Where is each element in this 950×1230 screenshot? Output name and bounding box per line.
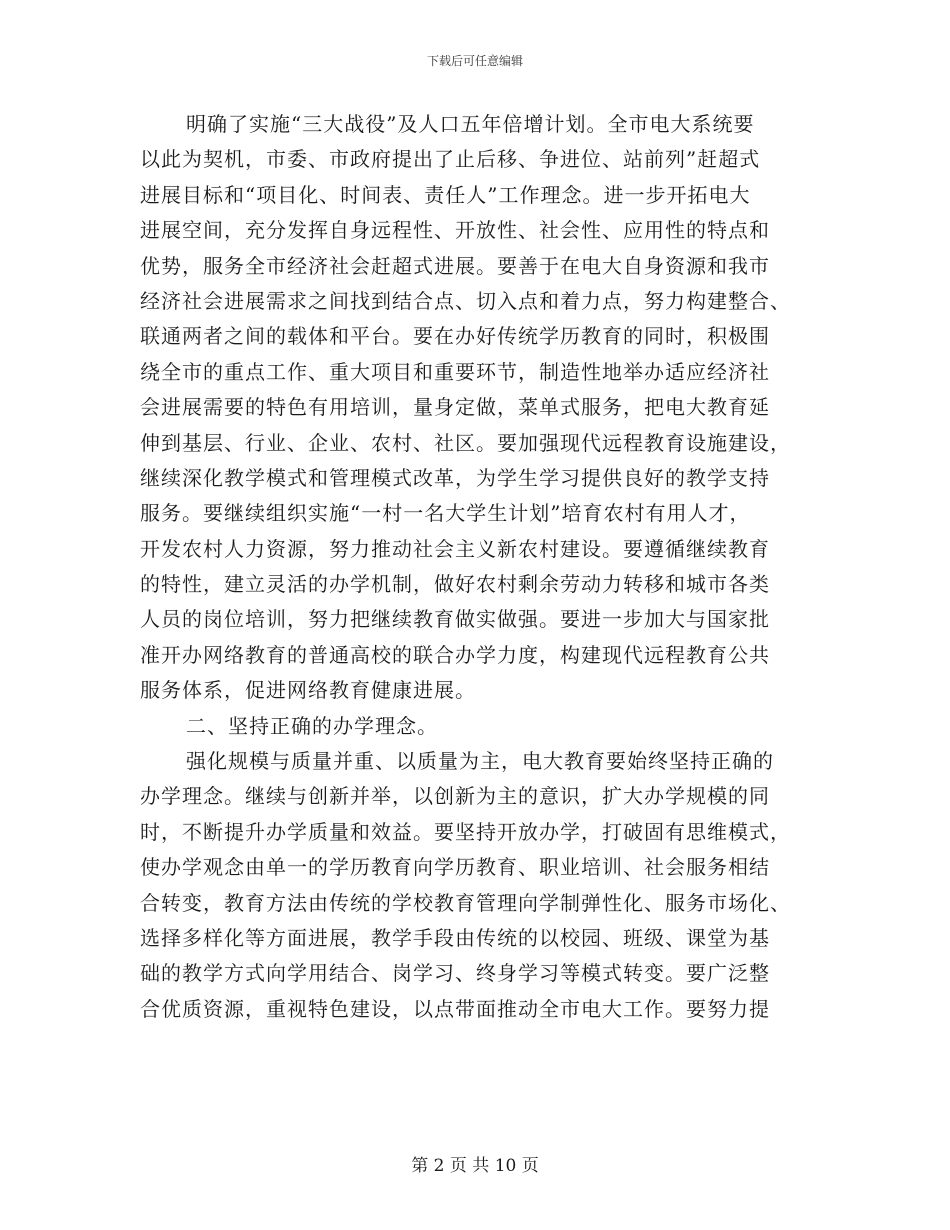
text-line: 进展目标和“项目化、时间表、责任人”工作理念。进一步开拓电大 [140,182,751,207]
text-line: 选择多样化等方面进展，教学手段由传统的以校园、班级、课堂为基 [140,925,770,950]
text-line: 使办学观念由单一的学历教育向学历教育、职业培训、社会服务相结 [140,855,770,880]
document-body [140,107,820,1027]
text-line: 明确了实施“三大战役”及人口五年倍增计划。全市电大系统要 [186,112,755,136]
page-number-footer: 第 2 页 共 10 页 [411,1156,539,1176]
paragraph-1 [140,107,820,709]
text-line: 强化规模与质量并重、以质量为主，电大教育要始终坚持正确的 [186,749,774,774]
heading-line: 二、坚持正确的办学理念。 [186,713,438,738]
text-line: 以此为契机，市委、市政府提出了止后移、争进位、站前列”赶超式 [140,147,761,172]
text-line: 合转变，教育方法由传统的学校教育管理向学制弹性化、服务市场化、 [140,890,791,915]
section-heading [140,709,820,744]
text-line: 础的教学方式向学用结合、岗学习、终身学习等模式转变。要广泛整 [140,961,770,986]
text-line: 服务。要继续组织实施“一村一名大学生计划”培育农村有用人才， [140,501,751,526]
text-line: 优势，服务全市经济社会赶超式进展。要善于在电大自身资源和我市 [140,253,770,278]
text-line: 的特性，建立灵活的办学机制，做好农村剩余劳动力转移和城市各类 [140,572,770,597]
text-line: 时，不断提升办学质量和效益。要坚持开放办学，打破固有思维模式， [140,819,791,844]
text-line: 伸到基层、行业、企业、农村、社区。要加强现代远程教育设施建设， [140,430,791,455]
text-line: 会进展需要的特色有用培训，量身定做，菜单式服务，把电大教育延 [140,395,770,420]
page-header: 下载后可任意编辑 [426,54,523,68]
text-line: 经济社会进展需求之间找到结合点、切入点和着力点，努力构建整合、 [140,288,791,313]
text-line: 进展空间，充分发挥自身远程性、开放性、社会性、应用性的特点和 [140,218,770,243]
text-line: 继续深化教学模式和管理模式改革，为学生学习提供良好的教学支持 [140,465,770,490]
text-line: 人员的岗位培训，努力把继续教育做实做强。要进一步加大与国家批 [140,607,770,632]
text-line: 绕全市的重点工作、重大项目和重要环节，制造性地举办适应经济社 [140,359,770,384]
text-line: 准开办网络教育的普通高校的联合办学力度，构建现代远程教育公共 [140,642,770,667]
text-line: 服务体系，促进网络教育健康进展。 [140,678,476,703]
text-line: 办学理念。继续与创新并举，以创新为主的意识，扩大办学规模的同 [140,784,770,809]
paragraph-3 [140,744,820,1027]
text-line: 联通两者之间的载体和平台。要在办好传统学历教育的同时，积极围 [140,324,770,349]
text-line: 开发农村人力资源，努力推动社会主义新农村建设。要遵循继续教育 [140,536,770,561]
text-line: 合优质资源，重视特色建设，以点带面推动全市电大工作。要努力提 [140,996,770,1021]
